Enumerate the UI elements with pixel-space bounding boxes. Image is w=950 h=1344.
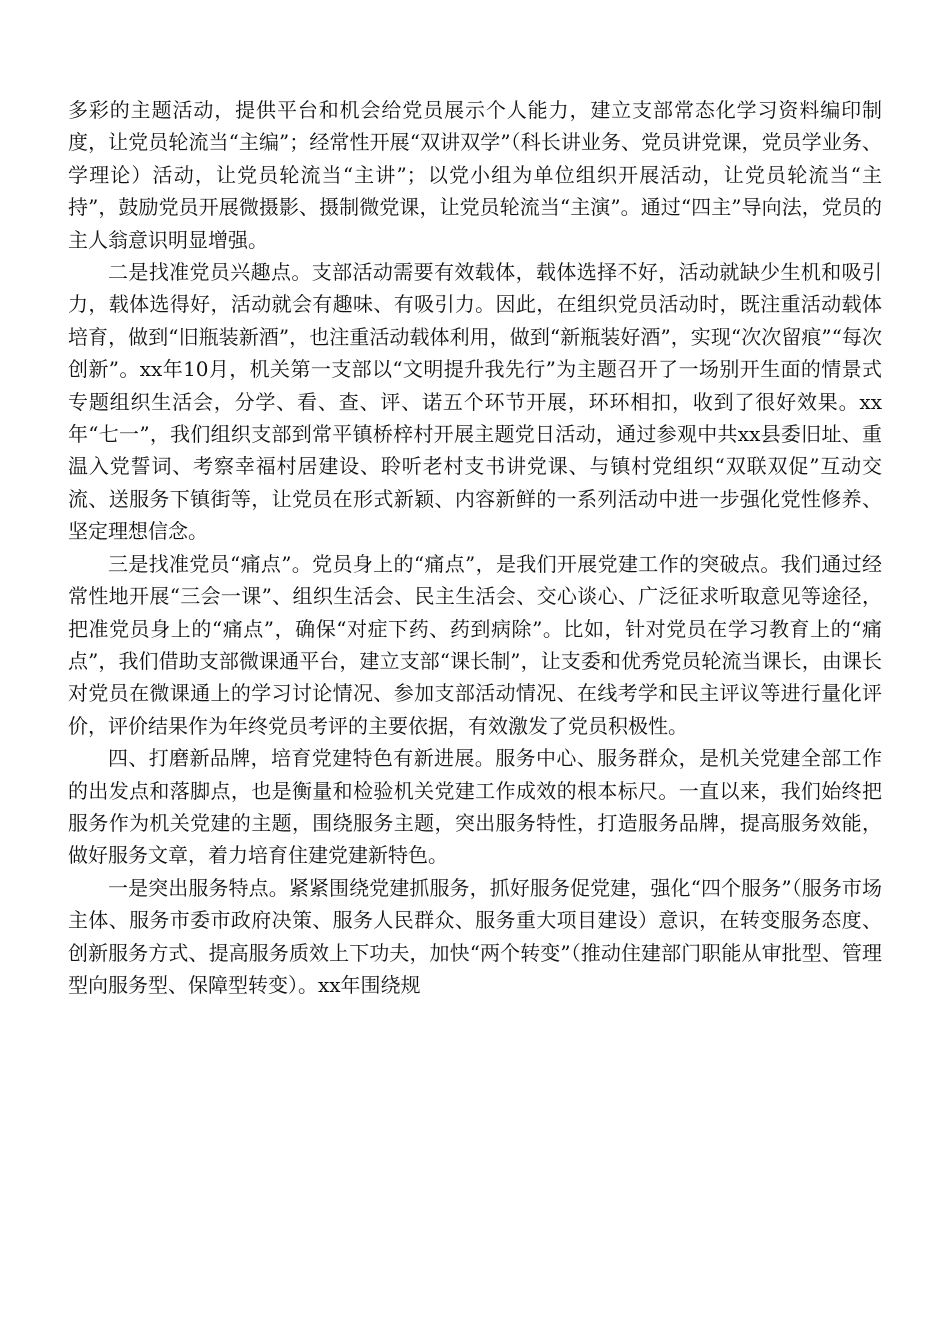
paragraph-5: 一是突出服务特点。紧紧围绕党建抓服务，抓好服务促党建，强化“四个服务”（服务市场主体、服务市委市政府决策、服务人民群众、服务重大项目建设）意识，在转变服务态度、创新服务方式、提高服务质效上下功夫，加快“两个转变”（推动住建部门职能从审批型、管理型向服务型、保障型转变）。xx年围绕规 <box>68 875 882 997</box>
paragraph-2: 二是找准党员兴趣点。支部活动需要有效载体，载体选择不好，活动就缺少生机和吸引力，载体选得好，活动就会有趣味、有吸引力。因此，在组织党员活动时，既注重活动载体培育，做到“旧瓶装新酒”，也注重活动载体利用，做到“新瓶装好酒”，实现“次次留痕”“每次创新”。xx年10月，机关第一支部以“文明提升我先行”为主题召开了一场别开生面的情景式专题组织生活会，分学、看、查、评、诺五个环节开展，环环相扣，收到了很好效果。xx年“七一”，我们组织支部到常平镇桥梓村开展主题党日活动，通过参观中共xx县委旧址、重温入党誓词、考察幸福村居建设、聆听老村支书讲党课、与镇村党组织“双联双促”互动交流、送服务下镇街等，让党员在形式新颖、内容新鲜的一系列活动中进一步强化党性修养、坚定理想信念。 <box>68 260 882 544</box>
paragraph-1: 多彩的主题活动，提供平台和机会给党员展示个人能力，建立支部常态化学习资料编印制度，让党员轮流当“主编”；经常性开展“双讲双学”（科长讲业务、党员讲党课，党员学业务、学理论）活动，让党员轮流当“主讲”；以党小组为单位组织开展活动，让党员轮流当“主持”，鼓励党员开展微摄影、摄制微党课，让党员轮流当“主演”。通过“四主”导向法，党员的主人翁意识明显增强。 <box>68 98 882 252</box>
document-page <box>68 94 882 1001</box>
paragraph-3: 三是找准党员“痛点”。党员身上的“痛点”，是我们开展党建工作的突破点。我们通过经常性地开展“三会一课”、组织生活会、民主生活会、交心谈心、广泛征求听取意见等途径，把准党员身上的“痛点”，确保“对症下药、药到病除”。比如，针对党员在学习教育上的“痛点”，我们借助支部微课通平台，建立支部“课长制”，让支委和优秀党员轮流当课长，由课长对党员在微课通上的学习讨论情况、参加支部活动情况、在线考学和民主评议等进行量化评价，评价结果作为年终党员考评的主要依据，有效激发了党员积极性。 <box>68 551 882 738</box>
paragraph-4: 四、打磨新品牌，培育党建特色有新进展。服务中心、服务群众，是机关党建全部工作的出发点和落脚点，也是衡量和检验机关党建工作成效的根本标尺。一直以来，我们始终把服务作为机关党建的主题，围绕服务主题，突出服务特性，打造服务品牌，提高服务效能，做好服务文章，着力培育住建党建新特色。 <box>68 746 882 868</box>
